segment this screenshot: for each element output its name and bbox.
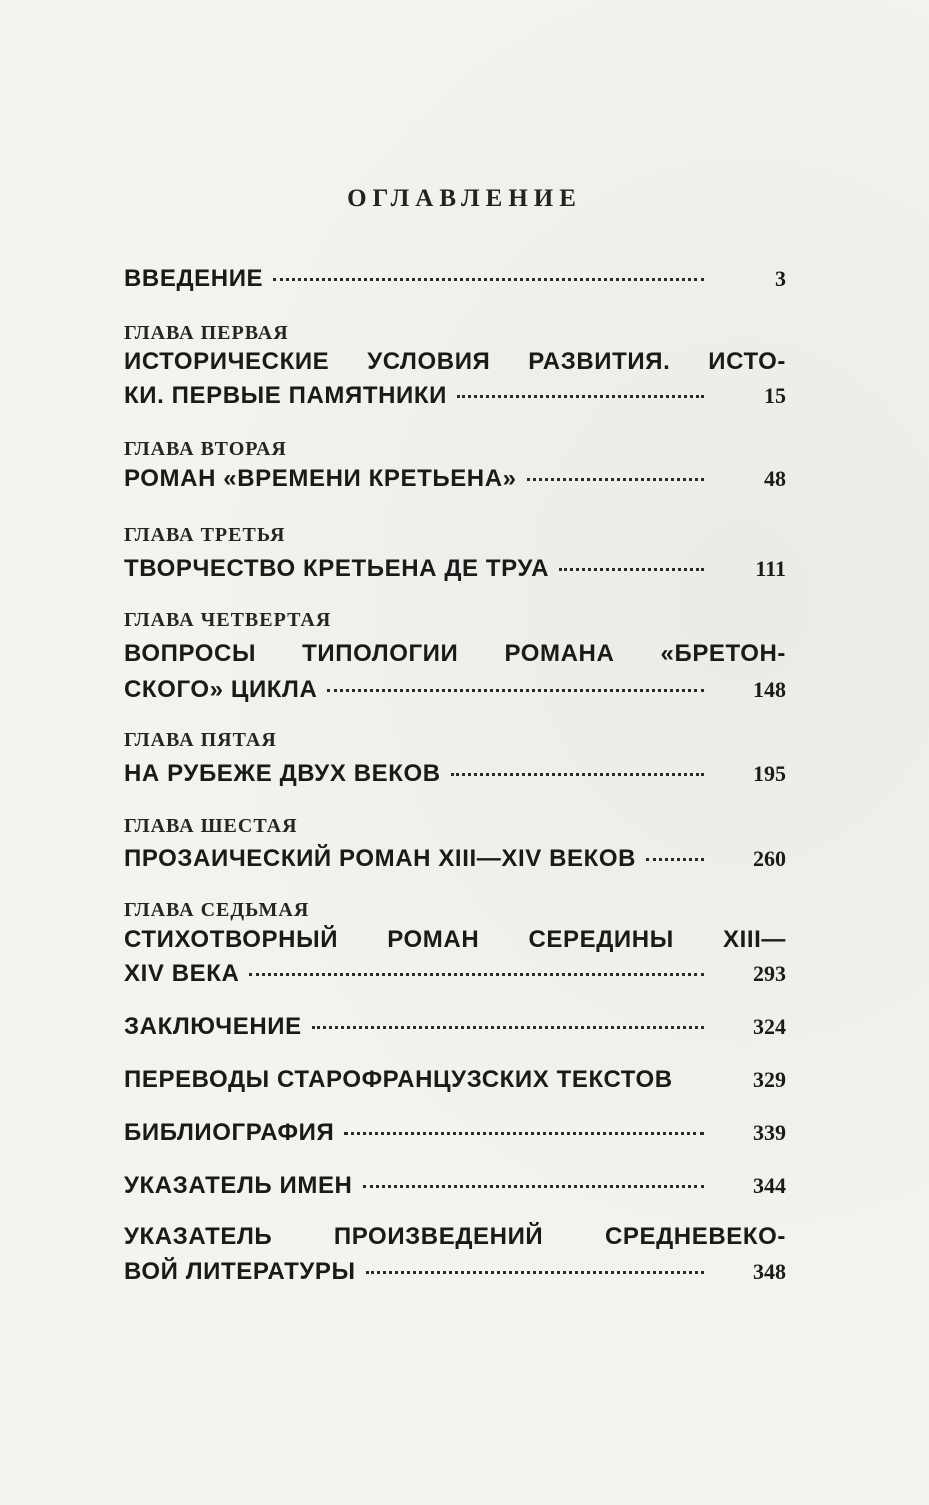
toc-entry-line — [124, 926, 786, 960]
entry-title: РОМАН «ВРЕМЕНИ КРЕТЬЕНА» — [124, 465, 517, 492]
toc-entry-line — [124, 348, 786, 382]
toc-entry-line — [124, 465, 786, 499]
entry-title: ВОЙ ЛИТЕРАТУРЫ — [124, 1258, 356, 1285]
entry-title: ЗАКЛЮЧЕНИЕ — [124, 1013, 302, 1040]
entry-title: КИ. ПЕРВЫЕ ПАМЯТНИКИ — [124, 382, 447, 409]
page-number: 111 — [755, 556, 786, 581]
dot-leader — [646, 858, 704, 861]
toc-entry-line — [124, 1223, 786, 1257]
toc-entry-line — [124, 845, 786, 879]
dot-leader — [344, 1132, 704, 1135]
entry-title: СКОГО» ЦИКЛА — [124, 676, 318, 703]
toc-entry-line — [124, 1258, 786, 1292]
dot-leader — [249, 973, 704, 976]
chapter-label: ГЛАВА ВТОРАЯ — [124, 438, 287, 460]
page-number: 148 — [753, 677, 786, 702]
page-number: 348 — [753, 1259, 786, 1284]
page-number: 293 — [753, 961, 786, 986]
toc-entry-introduction — [124, 265, 786, 299]
entry-title: УКАЗАТЕЛЬ ИМЕН — [124, 1172, 353, 1199]
toc-entry-translations — [124, 1066, 786, 1100]
dot-leader — [312, 1026, 704, 1029]
page-number: 15 — [764, 383, 786, 408]
toc-entry-line — [124, 760, 786, 794]
toc-entry-bibliography — [124, 1119, 786, 1153]
entry-title: ВОПРОСЫ ТИПОЛОГИИ РОМАНА «БРЕТОН- — [124, 640, 786, 667]
page-number: 3 — [775, 266, 786, 291]
dot-leader — [327, 689, 704, 692]
entry-title: СТИХОТВОРНЫЙ РОМАН СЕРЕДИНЫ XIII— — [124, 926, 786, 953]
toc-entry-line — [124, 960, 786, 994]
dot-leader — [273, 278, 704, 281]
entry-title: ИСТОРИЧЕСКИЕ УСЛОВИЯ РАЗВИТИЯ. ИСТО- — [124, 348, 786, 375]
toc-entry-line — [124, 640, 786, 674]
chapter-label: ГЛАВА ПЕРВАЯ — [124, 322, 289, 344]
chapter-label: ГЛАВА ЧЕТВЕРТАЯ — [124, 609, 332, 631]
page-number: 339 — [753, 1120, 786, 1145]
entry-title: НА РУБЕЖЕ ДВУХ ВЕКОВ — [124, 760, 441, 787]
chapter-label: ГЛАВА ПЯТАЯ — [124, 729, 277, 751]
dot-leader — [559, 568, 704, 571]
toc-entry-conclusion — [124, 1013, 786, 1047]
entry-title: УКАЗАТЕЛЬ ПРОИЗВЕДЕНИЙ СРЕДНЕВЕКО- — [124, 1223, 786, 1250]
dot-leader — [451, 773, 704, 776]
page-number: 329 — [753, 1067, 786, 1092]
page-number: 324 — [753, 1014, 786, 1039]
entry-title: ПЕРЕВОДЫ СТАРОФРАНЦУЗСКИХ ТЕКСТОВ — [124, 1066, 673, 1093]
entry-title: XIV ВЕКА — [124, 960, 240, 987]
dot-leader — [363, 1185, 705, 1188]
page-number: 260 — [753, 846, 786, 871]
entry-title: ПРОЗАИЧЕСКИЙ РОМАН XIII—XIV ВЕКОВ — [124, 845, 637, 872]
entry-title: ТВОРЧЕСТВО КРЕТЬЕНА ДЕ ТРУА — [124, 555, 550, 582]
toc-entry-line — [124, 382, 786, 416]
chapter-label: ГЛАВА ТРЕТЬЯ — [124, 524, 286, 546]
entry-title: ВВЕДЕНИЕ — [124, 265, 264, 292]
page-number: 195 — [753, 761, 786, 786]
toc-entry-line — [124, 676, 786, 710]
dot-leader — [366, 1271, 704, 1274]
page-number: 344 — [753, 1173, 786, 1198]
chapter-label: ГЛАВА ШЕСТАЯ — [124, 815, 298, 837]
dot-leader — [457, 395, 704, 398]
dot-leader — [527, 478, 704, 481]
toc-entry-name-index — [124, 1172, 786, 1206]
toc-entry-line — [124, 555, 786, 589]
page-title: ОГЛАВЛЕНИЕ — [347, 185, 582, 212]
page-number: 48 — [764, 466, 786, 491]
entry-title: БИБЛИОГРАФИЯ — [124, 1119, 335, 1146]
chapter-label: ГЛАВА СЕДЬМАЯ — [124, 899, 310, 921]
